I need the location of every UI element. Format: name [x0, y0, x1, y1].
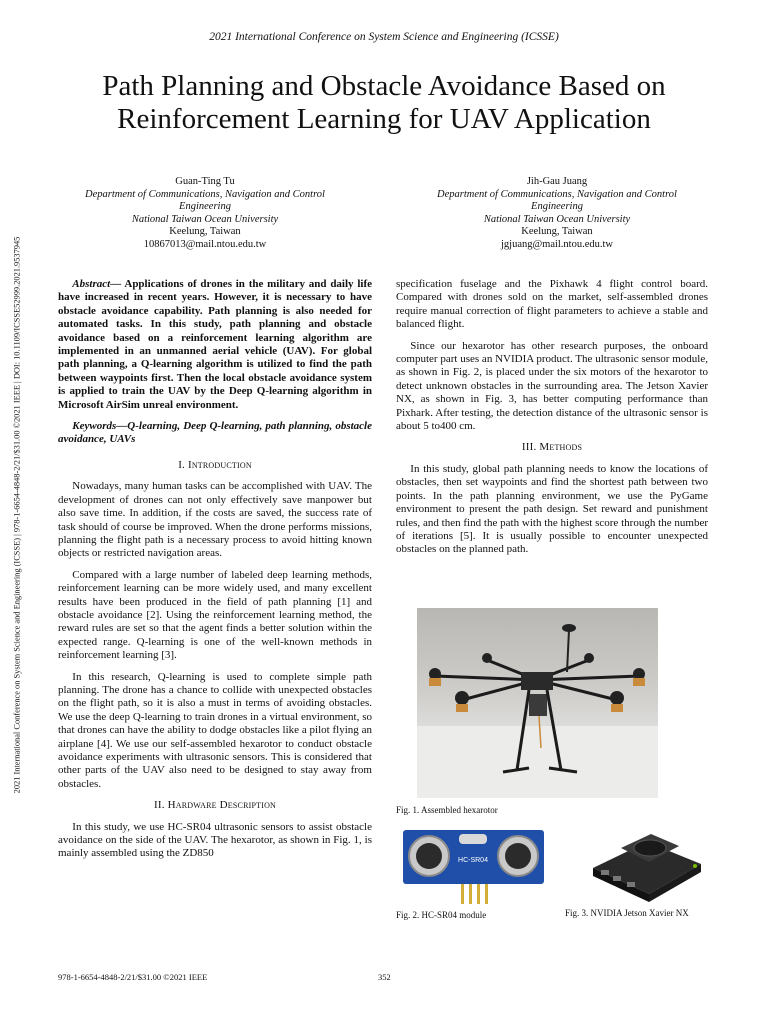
- author-email[interactable]: 10867013@mail.ntou.edu.tw: [143, 238, 267, 250]
- hc-sr04-drawing: [401, 826, 546, 906]
- sensor-board-label: HC-SR04: [458, 857, 488, 864]
- author-city: Keelung, Taiwan: [169, 226, 241, 238]
- author-city: Keelung, Taiwan: [521, 226, 593, 238]
- section-number: III.: [521, 441, 537, 454]
- page-number: 352: [378, 972, 391, 982]
- hexarotor-photo: [417, 608, 658, 798]
- paragraph: specification fuselage and the Pixhawk 4 flight control board. Compared with drones sold on the market, self-assembled drones require manual correction of flight parameters to achieve a stable and balanced flight.: [396, 278, 708, 331]
- paragraph: Compared with a large number of labeled deep learning methods, reinforcement learning can be more widely used, and many excellent results have been produced in the field of path planning [1] and obstacle avoidance [2]. Using the reinforcement learning method, the reward rules are set so that the agent finds a better solution within the expected range. Q-learning is one of the well-known methods in reinforcement learning [3].: [58, 568, 372, 662]
- author-block-1: [55, 176, 355, 252]
- paragraph: Since our hexarotor has other research purposes, the onboard computer part uses an NVIDIA product. The ultrasonic sensor module, as shown in Fig. 2, is placed under the six motors of the hexarotor to detect unknown obstacles in the surrounding area. The Jetson Xavier NX, as shown in Fig. 3, has better computing performance than Pixhark. After testing, the detection distance of the ultrasonic sensor is about 5 to400 cm.: [396, 339, 708, 433]
- keywords-text: Q-learning, Deep Q-learning, path planning, obstacle avoidance, UAVs: [58, 420, 372, 446]
- section-heading-introduction: [58, 459, 372, 472]
- conference-header: 2021 International Conference on System Science and Engineering (ICSSE): [209, 31, 559, 43]
- abstract-text: Applications of drones in the military and daily life have increased in recent years. However, it is necessary to have obstacle avoidance capability. Path planning is also needed for automated tasks. In this study, path planning and obstacle avoidance based on a reinforcement learning algorithm are implemented in an unmanned aerial vehicle (UAV). For global path planning, a Q-learning algorithm is utilized to find the path between waypoints first. Then the local obstacle avoidance system is applied to train the UAV by the Deep Q-learning algorithm in Microsoft AirSim unreal environment.: [58, 278, 372, 411]
- section-title: Introduction: [187, 458, 252, 471]
- paragraph: In this study, we use HC-SR04 ultrasonic sensors to assist obstacle avoidance on the side of the UAV. The hexarotor, as shown in Fig. 1, is mainly assembled using the ZD850: [58, 820, 372, 860]
- doi-sidebar-text: 2021 International Conference on System Science and Engineering (ICSSE) | 978-1-6654-4848-2/21/$31.00 ©2021 IEEE | DOI: 10.1109/ICSSE52999.2021.9537945: [12, 236, 22, 794]
- left-column: [58, 278, 372, 869]
- author-university: National Taiwan Ocean University: [131, 213, 279, 225]
- paragraph: In this study, global path planning needs to know the locations of obstacles, then set waypoints and find the shortest path between two points. In the path planning environment, we use the PyGame environment to present the path design. Set reward and punishment rules, and then find the path with the highest score through the number of iterations [5]. It is usually possible to encounter unexpected obstacles on the planned path.: [396, 462, 708, 556]
- keywords-label: Keywords—: [72, 420, 128, 433]
- author-email[interactable]: jgjuang@mail.ntou.edu.tw: [500, 238, 614, 250]
- author-department: Department of Communications, Navigation and Control: [437, 188, 677, 200]
- author-name: Guan-Ting Tu: [175, 176, 235, 187]
- section-number: II.: [153, 799, 165, 812]
- keywords: [58, 420, 372, 447]
- section-heading-hardware: [58, 799, 372, 812]
- paragraph: Nowadays, many human tasks can be accomplished with UAV. The development of drones can not only effectively save manpower but also save time. In addition, if the costs are saved, the success rate of task should of course be improved. When the drone performs missions, planning the flight path is a necessary process to avoid hitting known objects or restricted navigation areas.: [58, 480, 372, 560]
- author-department-cont: Engineering: [179, 201, 231, 213]
- abstract: [58, 278, 372, 412]
- hc-sr04-photo: [401, 826, 546, 906]
- paper-title: [40, 70, 728, 136]
- right-column: [396, 278, 708, 565]
- jetson-xavier-photo: [587, 820, 705, 904]
- section-title: Methods: [539, 441, 583, 454]
- figure-3-caption: Fig. 3. NVIDIA Jetson Xavier NX: [565, 908, 689, 918]
- paragraph: In this research, Q-learning is used to complete simple path planning. The drone has a chance to collide with unexpected obstacles on the flight path, so it is also a must in terms of avoiding obstacles. We use the deep Q-learning to train drones in a virtual environment, so that drones can have the ability to dodge obstacles like a pilot flying an airplane [4]. We use our self-assembled hexarotor to conduct obstacle avoidance experiments with ultrasonic sensors. This is considered that other parts of the UAV also need to be designed to stay away from obstacles.: [58, 670, 372, 790]
- figure-2-caption: Fig. 2. HC-SR04 module: [396, 910, 487, 920]
- author-department-cont: Engineering: [531, 201, 583, 213]
- footer-copyright: 978-1-6654-4848-2/21/$31.00 ©2021 IEEE: [58, 972, 208, 982]
- jetson-drawing: [587, 820, 705, 904]
- section-heading-methods: [396, 441, 708, 454]
- section-number: I.: [178, 458, 186, 471]
- doi-sidebar: [6, 190, 28, 840]
- section-title: Hardware Description: [167, 799, 277, 812]
- author-name: Jih-Gau Juang: [526, 176, 588, 187]
- hexarotor-drawing: [417, 608, 658, 798]
- title-line-1: Path Planning and Obstacle Avoidance Based on: [102, 70, 666, 102]
- author-block-2: [407, 176, 707, 252]
- author-university: National Taiwan Ocean University: [483, 213, 631, 225]
- abstract-label: Abstract—: [72, 278, 122, 290]
- author-department: Department of Communications, Navigation and Control: [85, 188, 325, 200]
- figure-1-caption: Fig. 1. Assembled hexarotor: [396, 805, 498, 815]
- title-line-2: Reinforcement Learning for UAV Application: [117, 103, 651, 135]
